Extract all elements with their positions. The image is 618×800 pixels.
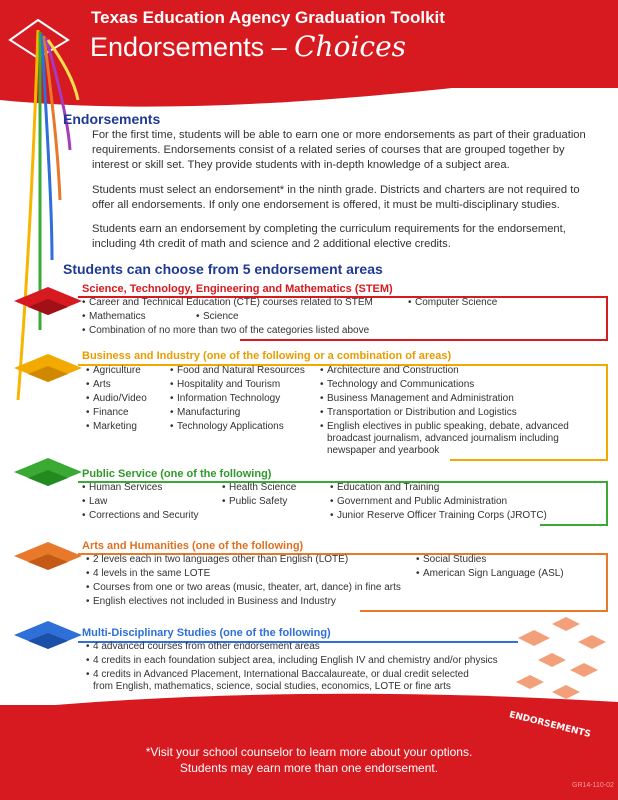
public-service-cap-icon [8,454,84,490]
business-rule-right [606,364,608,460]
business-item: • Audio/Video [86,393,147,404]
business-item: • Technology Applications [170,421,284,432]
document-code: GR14-110-02 [572,782,614,789]
multi-title: Multi-Disciplinary Studies (one of the following) [82,627,331,639]
business-title: Business and Industry (one of the following or a combination of areas) [82,350,452,362]
multi-item-continued: from English, mathematics, science, social studies, economics, LOTE or fine arts [93,681,451,692]
business-item: • Marketing [86,421,137,432]
stem-item: • Mathematics [82,311,146,322]
business-cap-icon [8,350,84,386]
arts-item: • 4 levels in the same LOTE [86,568,211,579]
public-service-item: • Law [82,496,108,507]
intro-paragraph-1: For the first time, students will be able to earn one or more endorsements as part of their graduation requirements. Endorsements consist of a related series of courses that are grouped together by interest or skill set. They provide students with in-depth knowledge of a subject area. [92,129,586,171]
page-title [90,30,406,63]
business-item: • Transportation or Distribution and Logistics [320,407,517,418]
arts-item: • Social Studies [416,554,487,565]
arts-item: • Courses from one or two areas (music, theater, art, dance) in fine arts [86,582,401,593]
multi-item: • 4 advanced courses from other endorsement areas [86,641,320,652]
business-item-continued: newspaper and yearbook [327,445,440,456]
public-service-item: • Health Science [222,482,297,493]
stem-item: • Career and Technical Education (CTE) courses related to STEM [82,297,373,308]
page-title-script: Choices [294,30,407,63]
intro-paragraph-2: Students must select an endorsement* in the ninth grade. Districts and charters are not required to offer all endorsements. If only one endorsement is offered, it must be multi-disciplinary studies. [92,184,580,211]
business-item: • Manufacturing [170,407,241,418]
multi-item: • 4 credits in each foundation subject area, including English IV and chemistry and/or physics [86,655,498,666]
footer-note-line2: Students may earn more than one endorsement. [179,761,439,775]
public-service-rule-right [606,481,608,525]
stem-rule-right [606,296,608,340]
page-title-main: Endorsements – [90,32,287,62]
stem-rule-bottom [240,339,608,341]
business-item: • Business Management and Administration [320,393,514,404]
public-service-item: • Junior Reserve Officer Training Corps (JROTC) [330,510,547,521]
public-service-rule-bottom [540,524,608,526]
intro-paragraph-3: Students earn an endorsement by completing the curriculum requirements for the endorsement, including 4th credit of math and science and 2 additional elective credits. [92,223,566,250]
arts-cap-icon [8,538,84,574]
business-item: • Finance [86,407,129,418]
arts-rule-right [606,553,608,611]
business-item: • Information Technology [170,393,281,404]
intro-heading: Endorsements [63,111,161,127]
business-item-continued: broadcast journalism, advanced journalism including [327,433,559,444]
public-service-title: Public Service (one of the following) [82,468,272,480]
multi-cap-icon [8,617,84,653]
toolkit-kicker: Texas Education Agency Graduation Toolkit [91,8,445,27]
public-service-item: • Education and Training [330,482,440,493]
footer-note-line1: *Visit your school counselor to learn more about your options. [145,745,473,759]
business-item: • Agriculture [86,365,141,376]
business-item: • Architecture and Construction [320,365,459,376]
business-item: • Food and Natural Resources [170,365,305,376]
business-item: • English electives in public speaking, debate, advanced [320,421,569,432]
multi-item: • 4 credits in Advanced Placement, International Baccalaureate, or dual credit selected [86,669,469,680]
public-service-item: • Government and Public Administration [330,496,508,507]
arts-item: • English electives not included in Business and Industry [86,596,336,607]
public-service-item: • Public Safety [222,496,288,507]
business-item: • Technology and Communications [320,379,475,390]
stem-cap-icon [8,283,84,319]
public-service-item: • Human Services [82,482,163,493]
arts-title: Arts and Humanities (one of the following) [82,540,304,552]
public-service-item: • Corrections and Security [82,510,199,521]
business-item: • Hospitality and Tourism [170,379,281,390]
choose-heading: Students can choose from 5 endorsement areas [63,261,383,277]
endorsements-stamp: ENDORSEMENTS [508,710,592,740]
stem-item: • Science [196,311,239,322]
arts-item: • 2 levels each in two languages other than English (LOTE) [86,554,349,565]
arts-item: • American Sign Language (ASL) [416,568,564,579]
stem-item: • Combination of no more than two of the categories listed above [82,325,370,336]
stem-title: Science, Technology, Engineering and Mathematics (STEM) [82,283,393,295]
business-rule-bottom [450,459,608,461]
stem-item: • Computer Science [408,297,498,308]
business-item: • Arts [86,379,111,390]
